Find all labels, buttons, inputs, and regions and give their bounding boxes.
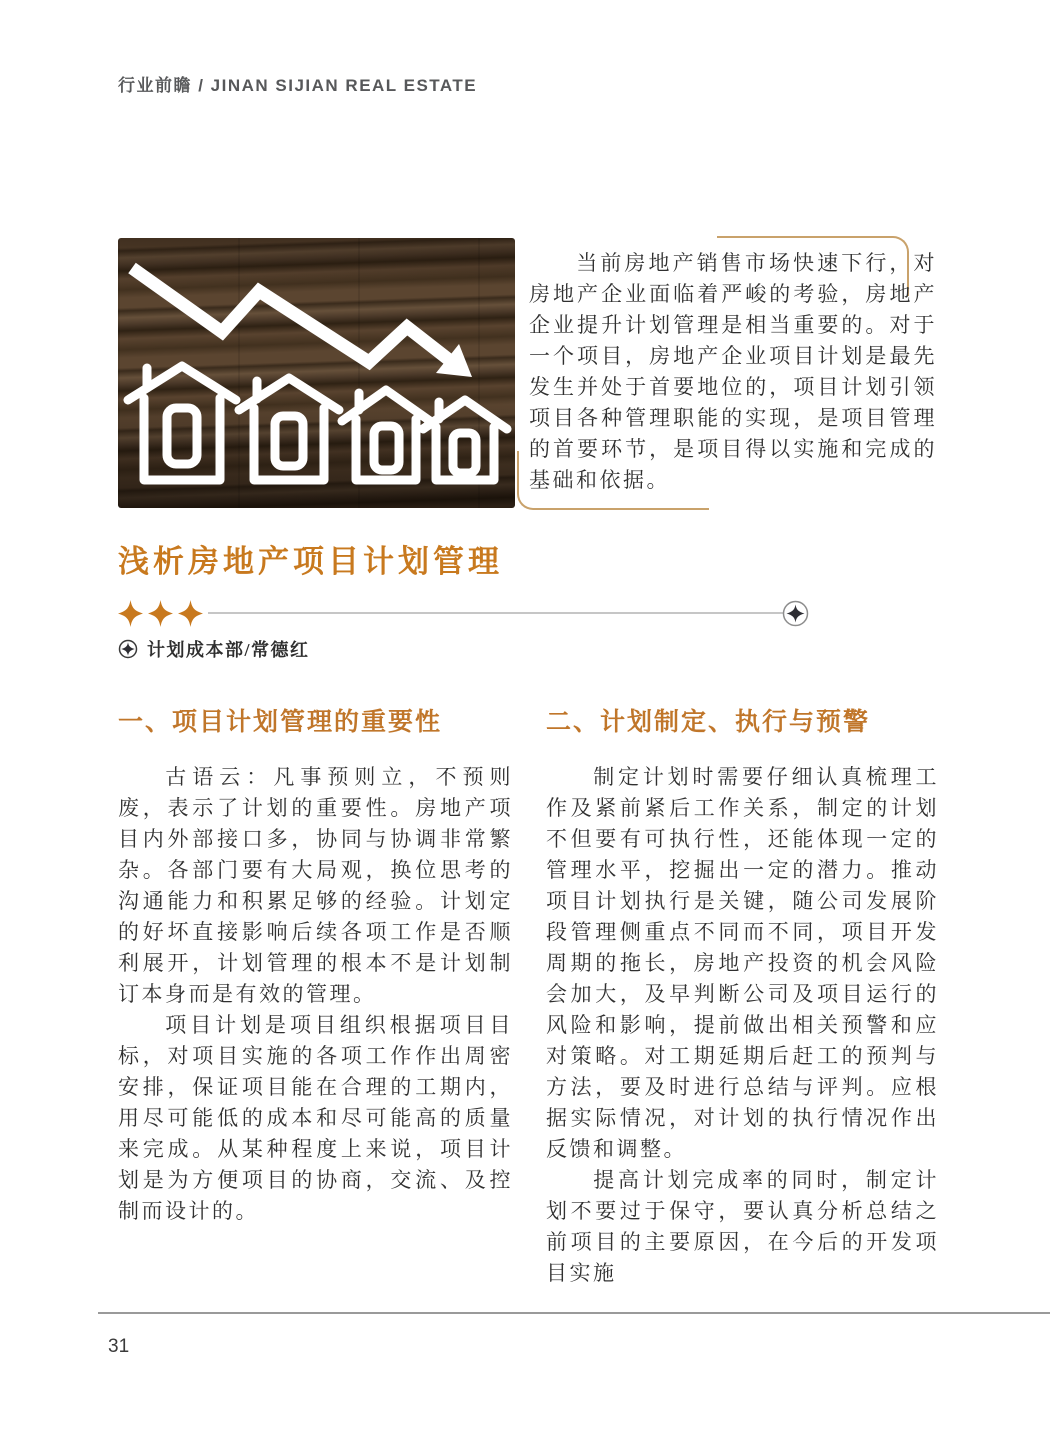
intro-paragraph: 当前房地产销售市场快速下行，对房地产企业面临着严峻的考验，房地产企业提升计划管理是相当重要的。对于一个项目，房地产企业项目计划是最先发生并处于首要地位的，项目计划引领项目各种管理职能的实现，是项目管理的首要环节，是项目得以实施和完成的基础和依据。 (529, 251, 937, 492)
section-1-paragraph-1: 古语云：凡事预则立，不预则废，表示了计划的重要性。房地产项目内外部接口多，协同与协调非常繁杂。各部门要有大局观，换位思考的沟通能力和积累足够的经验。计划定的好坏直接影响后续各项工作是否顺利展开，计划管理的根本不是计划制订本身而是有效的管理。 (118, 765, 513, 1006)
footer-rule (98, 1312, 1050, 1314)
author-name: 计划成本部/常德红 (147, 640, 310, 660)
section-heading-1: 一、项目计划管理的重要性 (118, 709, 443, 736)
title-divider-rule (208, 612, 784, 614)
author-line (118, 636, 310, 662)
section-heading-2: 二、计划制定、执行与预警 (546, 709, 871, 736)
spark-diamond-icon (148, 600, 173, 627)
page-number: 31 (108, 1336, 130, 1357)
diamond-in-circle-icon (782, 600, 809, 627)
section-header: 行业前瞻 / JINAN SIJIAN REAL ESTATE (118, 76, 478, 95)
section-1-paragraph-2: 项目计划是项目组织根据项目目标，对项目实施的各项工作作出周密安排，保证项目能在合理的工期内，用尽可能低的成本和尽可能高的质量来完成。从某种程度上来说，项目计划是为方便项目的协商，交流、及控制而设计的。 (118, 1013, 513, 1223)
section-2-paragraph-2: 提高计划完成率的同时，制定计划不要过于保守，要认真分析总结之前项目的主要原因，在今后的开发项目实施 (546, 1168, 939, 1285)
column-left (118, 706, 513, 1227)
article-title: 浅析房地产项目计划管理 (118, 544, 503, 579)
spark-diamond-icon (178, 600, 203, 627)
author-diamond-circle-icon (118, 639, 138, 659)
spark-diamond-icon (118, 600, 143, 627)
section-2-paragraph-1: 制定计划时需要仔细认真梳理工作及紧前紧后工作关系，制定的计划不但要有可执行性，还能体现一定的管理水平，挖掘出一定的潜力。推动项目计划执行是关键，随公司发展阶段管理侧重点不同而不同，项目开发周期的拖长，房地产投资的机会风险会加大，及早判断公司及项目运行的风险和影响，提前做出相关预警和应对策略。对工期延期后赶工的预判与方法，要及时进行总结与评判。应根据实际情况，对计划的执行情况作出反馈和调整。 (546, 765, 939, 1161)
column-right (546, 706, 939, 1289)
title-divider-sparks (118, 600, 203, 627)
declining-houses-arrow-icon (118, 238, 515, 508)
hero-photo (118, 238, 515, 508)
